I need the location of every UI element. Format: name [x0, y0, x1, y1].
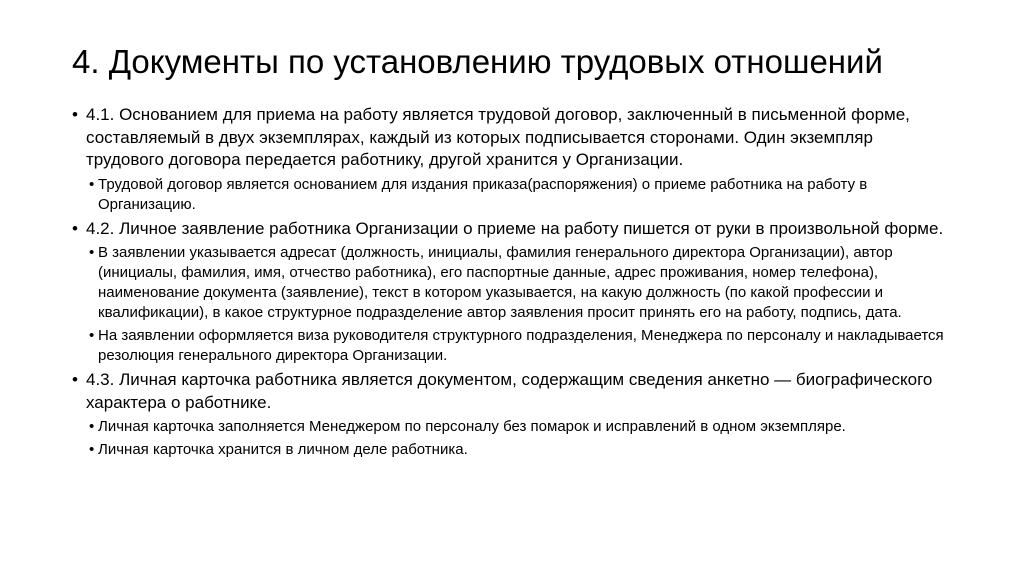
bullet-marker: • [72, 105, 78, 124]
sub-bullet-text: В заявлении указывается адресат (должность, инициалы, фамилия генерального директора Организации), автор (инициалы, фамилия, имя, отчество работника), его паспортные данные, адрес проживания, номер телефона), наименование документа (заявление), текст в котором указывается, на какую должность (по какой профессии и квалификации), в какое структурное подразделение автор заявления просит принять его на работу, подпись, дата. [98, 244, 902, 321]
sub-bullet-item [72, 440, 952, 460]
bullet-text: 4.1. Основанием для приема на работу является трудовой договор, заключенный в письменной форме, составляемый в двух экземплярах, каждый из которых подписывается сторонами. Один экземпляр трудового договора передается работнику, другой хранится у Организации. [86, 105, 910, 169]
bullet-marker: • [89, 327, 95, 344]
bullet-item [72, 218, 952, 241]
slide-title: 4. Документы по установлению трудовых отношений [72, 43, 883, 80]
bullet-marker: • [89, 244, 95, 261]
bullet-marker: • [72, 370, 78, 389]
sub-bullet-item [72, 326, 952, 366]
sub-bullet-text: Личная карточка хранится в личном деле работника. [98, 441, 468, 458]
sub-bullet-item [72, 243, 952, 323]
bullet-item [72, 369, 952, 414]
bullet-text: 4.3. Личная карточка работника является документом, содержащим сведения анкетно — биографического характера о работнике. [86, 370, 933, 412]
bullet-marker: • [89, 418, 95, 435]
bullet-marker: • [89, 441, 95, 458]
bullet-marker: • [72, 218, 78, 238]
sub-bullet-item [72, 175, 952, 215]
sub-bullet-text: Личная карточка заполняется Менеджером по персоналу без помарок и исправлений в одном экземпляре. [98, 418, 846, 435]
bullet-text: 4.2. Личное заявление работника Организации о приеме на работу пишется от руки в произвольной форме. [86, 218, 944, 238]
sub-bullet-text: На заявлении оформляется виза руководителя структурного подразделения, Менеджера по персоналу и накладывается резолюция генерального директора Организации. [98, 327, 944, 364]
sub-bullet-text: Трудовой договор является основанием для издания приказа(распоряжения) о приеме работника на работу в Организацию. [98, 175, 868, 213]
sub-bullet-item [72, 417, 952, 437]
slide-content [72, 104, 952, 463]
bullet-item [72, 104, 952, 172]
bullet-marker: • [89, 175, 95, 193]
